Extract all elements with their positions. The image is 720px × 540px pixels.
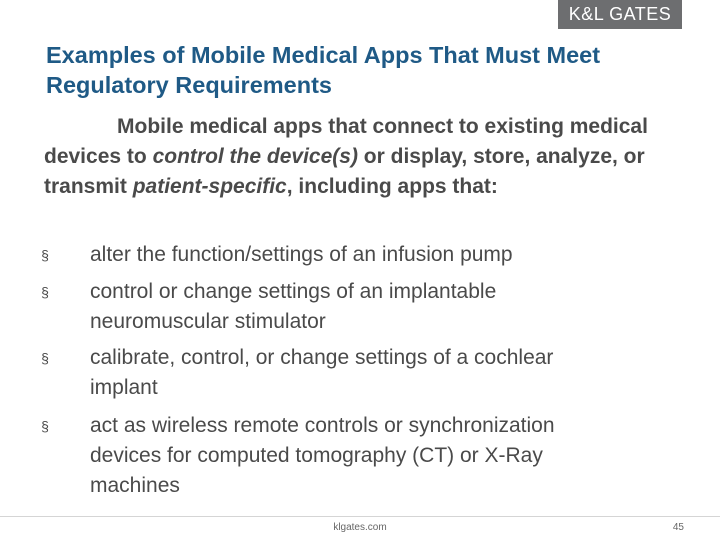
bullet-text: calibrate, control, or change settings of a cochlear implant (90, 346, 554, 399)
bullet-icon: § (41, 284, 49, 300)
bullet-icon: § (41, 247, 49, 263)
intro-paragraph (44, 112, 704, 202)
page-number: 45 (672, 522, 684, 533)
company-logo-text: K&L GATES (568, 4, 672, 24)
bullet-text: control or change settings of an implantable neuromuscular stimulator (90, 280, 497, 333)
bullet-icon: § (41, 418, 49, 434)
bullet-icon: § (41, 350, 49, 366)
slide-content (44, 112, 704, 202)
intro-text-part3: , including apps that: (286, 175, 498, 198)
intro-text-italic1: control the device(s) (152, 145, 358, 168)
bullet-text: alter the function/settings of an infusion pump (90, 243, 513, 266)
slide-title: Examples of Mobile Medical Apps That Must Meet Regulatory Requirements (46, 42, 601, 98)
bullet-item-neuromuscular-stimulator (41, 277, 610, 337)
intro-text-italic2: patient-specific (132, 175, 287, 198)
company-logo (558, 0, 682, 29)
intro-text-part2: or display, store, analyze, or transmit (44, 145, 645, 198)
bullet-item-cochlear-implant (41, 343, 610, 403)
bullet-item-remote-controls (41, 411, 610, 501)
bullet-text: act as wireless remote controls or synchronization devices for computed tomography (CT) or X-Ray machines (90, 414, 555, 497)
bullet-item-infusion-pump (41, 240, 610, 270)
footer-url: klgates.com (333, 522, 387, 533)
intro-text-part1: Mobile medical apps that connect to existing medical devices to (44, 115, 648, 168)
footer-divider (0, 516, 720, 517)
